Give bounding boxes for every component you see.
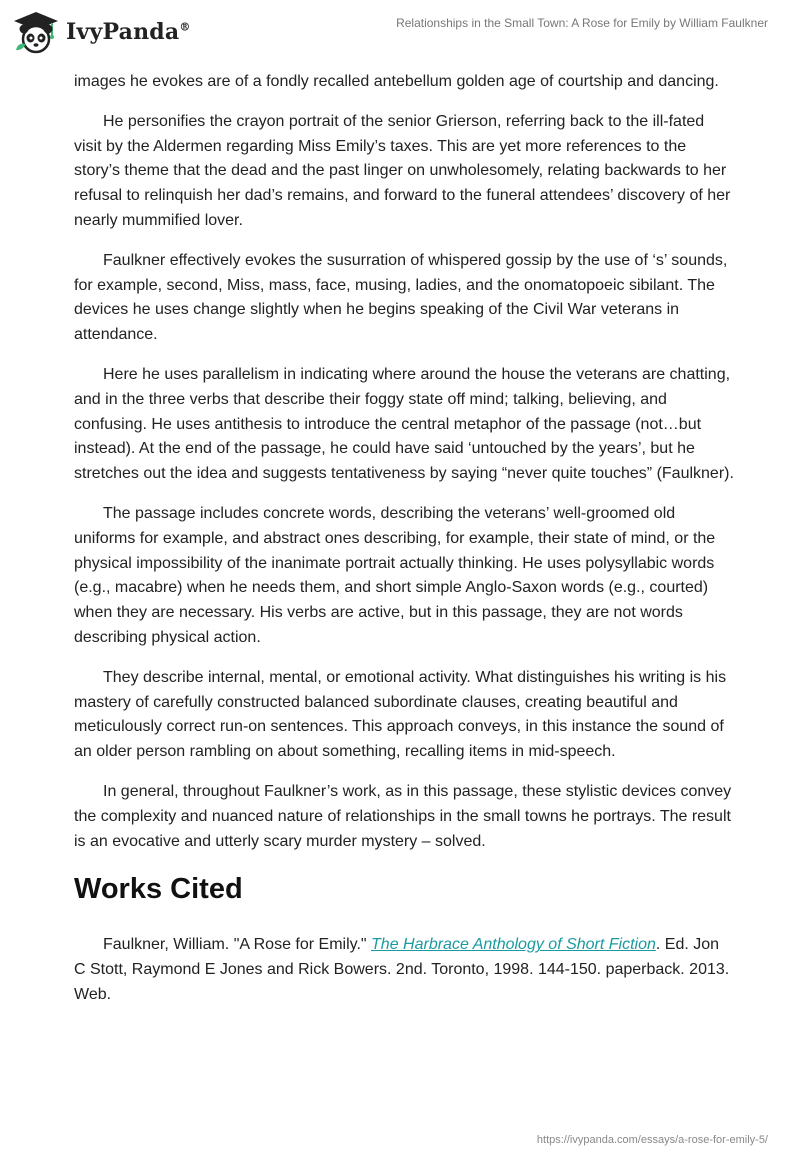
citation-details: . Ed. Jon C Stott, Raymond E Jones and Rick Bowers. 2nd. Toronto, 1998. 144-150. paperback. 2013. Web. xyxy=(74,936,730,1003)
page-header xyxy=(0,0,800,64)
paragraph: Here he uses parallelism in indicating where around the house the veterans are chatting, and in the three verbs that describe their foggy state off mind; talking, believing, and confusing. He uses antithesis to introduce the central metaphor of the passage (not…but instead). At the end of the passage, he could have said ‘untouched by the years’, but he stretches out the idea and suggests tentativeness by saying “never quite touches” (Faulkner). xyxy=(74,365,734,483)
paragraph: The passage includes concrete words, describing the veterans’ well-groomed old uniforms for example, and abstract ones describing, for example, their state of mind, or the physical impossibility of the inanimate portrait actually thinking. He uses polysyllabic words (e.g., macabre) when he needs them, and short simple Anglo-Saxon words (e.g., courted) when they are necessary. His verbs are active, but in this passage, they are not words describing physical action. xyxy=(74,504,716,646)
works-cited-heading: Works Cited xyxy=(74,873,243,906)
citation-entry xyxy=(74,933,734,1007)
citation-title-link[interactable]: The Harbrace Anthology of Short Fiction xyxy=(371,936,656,954)
source-url[interactable]: https://ivypanda.com/essays/a-rose-for-emily-5/ xyxy=(536,1134,768,1146)
citation-author: Faulkner, William. "A Rose for Emily." xyxy=(103,936,372,954)
ivypanda-logo[interactable] xyxy=(12,8,191,56)
paragraph: He personifies the crayon portrait of the senior Grierson, referring back to the ill-fated visit by the Aldermen regarding Miss Emily’s taxes. This are yet more references to the story’s theme that the dead and the past linger on unwholesomely, relating backwards to her refusal to relinquish her dad’s remains, and forward to the funeral attendees’ discovery of her nearly mummified lover. xyxy=(74,112,731,229)
paragraph: images he evokes are of a fondly recalled antebellum golden age of courtship and dancing. xyxy=(74,73,719,90)
panda-graduate-icon xyxy=(12,10,60,54)
paragraph: In general, throughout Faulkner’s work, as in this passage, these stylistic devices convey the complexity and nuanced nature of relationships in the small towns he portrays. The result is an evocative and utterly scary murder mystery – solved. xyxy=(74,782,732,850)
brand-name: IvyPanda® xyxy=(66,19,191,45)
paragraph: Faulkner effectively evokes the susurration of whispered gossip by the use of ‘s’ sounds, for example, second, Miss, mass, face, musing, ladies, and the onomatopoeic sibilant. The devices he uses change slightly when he begins speaking of the Civil War veterans in attendance. xyxy=(74,251,728,344)
essay-content xyxy=(74,70,734,1023)
document-title: Relationships in the Small Town: A Rose for Emily by William Faulkner xyxy=(396,16,768,30)
paragraph: They describe internal, mental, or emotional activity. What distinguishes his writing is his mastery of carefully constructed balanced subordinate clauses, creating beautiful and meticulously correct run-on sentences. This approach conveys, in this instance the sound of an older person rambling on about something, recalling items in mid-speech. xyxy=(74,668,727,761)
